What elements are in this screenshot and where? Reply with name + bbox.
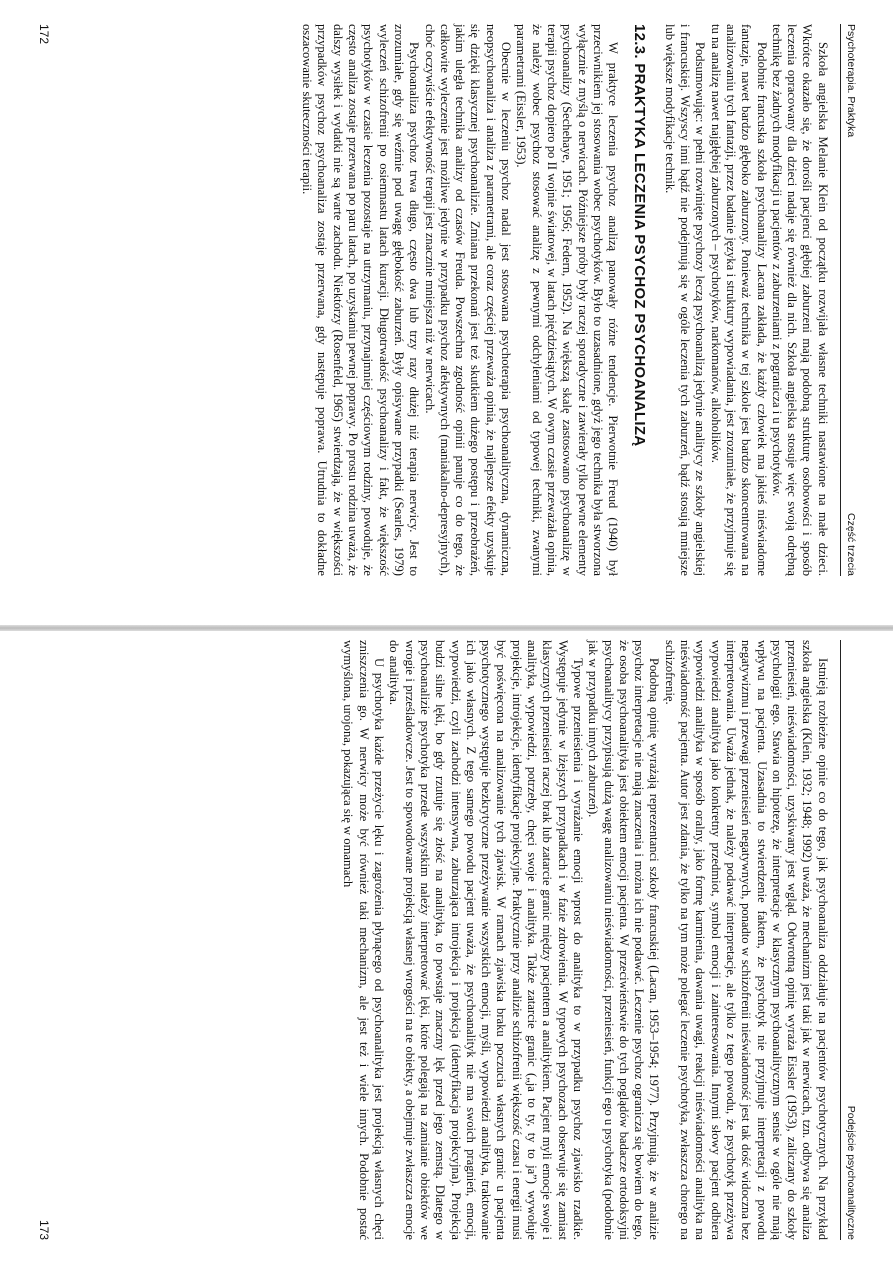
paragraph: Psychoanaliza psychoz trwa długo, często dwa lub trzy razy dłużej niż terapia nerwicy. Jest to zrozumiałe, gdy się weźmie pod uwagę głębokość zaburzeń. Były opisywane przypadki (Searles, 1979) wyleczeń schizofrenii po osiemnastu latach kuracji. Długotrwałość psychoanalizy i fakt, że większość psychotyków w czasie leczenia pozostaje na utrzymaniu, przynajmniej częściowym rodziny, powoduje, że często analiza zostaje przerwana po paru latach, po uzyskaniu pewnej poprawy. Po prostu rodzina uważa, że dalszy wysiłek i wydatki nie są warte zachodu. Niektórzy (Rosenfeld, 1965) stwierdzają, że w większości przypadków psychoz psychoanaliza zostaje przerwana, gdy następuje poprawa. Utrudnia to dokładne oszacowanie skuteczności terapii. <box>300 24 422 576</box>
paragraph: Typowe przeniesienia i wyrażanie emocji wprost do analityka to w przypadku psychoz zjawisko rzadkie. Występuje jedynie w lżejszych przypadkach i w fazie zdrowienia. W typowych psychozach obserwuje się zamiast klasycznych przeniesień raczej brak lub zatarcie granic między pacjentem a analitykiem. Pacjent myli emocje swoje i analityka, wypowiedzi, potrzeby, chęci swoje i analityka. Także zatarcie granic („ja to ty, ty to ja”) wywołuje projekcje, introjekcje, identyfikacje projekcyjne. Praktycznie przy analizie schizofrenii większość czasu i energii musi być poświęcona na analizowanie tych zjawisk. W ramach zjawiska braku poczucia własnych granic u pacjenta psychotycznego występuje bezkrytyczne przeżywanie wszystkich emocji, myśli, wypowiedzi analityka, traktowanie ich jako własnych. Z tego samego powodu pacjent uważa, że psychoanalityk nie ma swoich pragnień, emocji, wypowiedzi, czyli zachodzi intensywna, zaburzająca introjekcja i projekcja (identyfikacja projekcyjna). Projekcja budzi silne lęki, bo gdy rzutuje się złość na analityka, to powstaje znaczny lęk przed jego zemstą. Dlatego w psychoanalizie psychotyka przede wszystkim należy interpretować lęki, które polegają na zamianie obiektów we wrogie i prześladowcze. Jest to spowodowane projekcją własnej wrogości na te obiekty, a obejmuje zwłaszcza emocje do analityka. <box>387 640 585 1240</box>
paragraph: W praktyce leczenia psychoz analizą panowały różne tendencje. Pierwotnie Freud (1940) był przeciwnikiem jej stosowania wobec psychotyków. Było to uzasadnione, gdyż jego technika była stworzona wyłącznie z myślą o nerwicach. Późniejsze próby były raczej sporadyczne i zawierały tylko pewne elementy psychoanalizy (Sechehaye, 1951; 1956; Federn, 1952). Na większą skalę zastosowano psychoanalizę w terapii psychoz dopiero po II wojnie światowej, w latach pięćdziesiątych. W owym czasie przeważała opinia, że należy wobec psychoz stosować analizę z pewnymi odchyleniami od typowej techniki, zwanymi parametrami (Eissler, 1953). <box>514 24 621 576</box>
left-page <box>38 24 858 576</box>
paragraph: Podsumowując: w pełni rozwinięte psychozy leczą psychoanalizą jedynie analitycy ze szkoły angielskiej i francuskiej. Wszyscy inni bądź nie podejmują się w ogóle leczenia tych zaburzeń, bądź stosują mniejsze lub większe modyfikacje technik. <box>662 24 708 576</box>
section-title: 12.3. PRAKTYKA LECZENIA PSYCHOZ PSYCHOANALIZĄ <box>631 24 649 447</box>
running-head-right: Podejście psychoanalityczne <box>845 1105 857 1240</box>
paragraph: Podobną opinię wyrażają reprezentanci szkoły francuskiej (Lacan, 1953–1954; 1977). Przyjmują, że w analizie psychoz interpretacje nie mają znaczenia i można ich nie podawać. Leczenie psychoz ogranicza się bowiem do tego, że osoba psychoanalityka jest obiektem emocji pacjenta. W przeciwieństwie do tych poglądów badacze ortodoksyjni psychoanalitycy przypisują dużą wagę analizowaniu nieświadomości, przeniesień, funkcji ego u psychotyka (podobnie jak w przypadku innych zaburzeń). <box>586 640 662 1240</box>
right-page <box>38 640 858 1240</box>
running-head <box>840 24 858 576</box>
page-number: 172 <box>37 24 52 45</box>
paragraph: U psychotyka każde przeżycie lęku i zagrożenia płynącego od psychoanalityka jest projekcją własnych chęci zniszczenia go. W nerwicy może być również taki mechanizm, ale jest też i wiele innych. Podobnie postać wymyślona, urojona, pokazująca się w omamach <box>341 640 387 1240</box>
running-head <box>840 640 858 1240</box>
page-number: 173 <box>37 1219 52 1240</box>
page-gutter <box>0 625 893 631</box>
paragraph: Obecnie w leczeniu psychoz nadal jest stosowana psychoterapia psychoanalityczna, dynamiczna, neopsychoanaliza i analiza z parametrami, ale coraz częściej przeważa opinia, że najlepsze efekty uzyskuje się dzięki klasycznej psychoanalizie. Zmiana przekonań jest też skutkiem dużego postępu i przeobrażeń, jakim uległa technika analizy od czasów Freuda. Powszechna zgodność opinii panuje co do tego, że całkowite wyleczenie jest możliwe jedynie w przypadku psychoz afektywnych (maniakalno-depresyjnych), choć oczywiście efektywność terapii jest znacznie mniejsza niż w nerwicach. <box>422 24 514 576</box>
paragraph: Istnieją rozbieżne opinie co do tego, jak psychoanaliza oddziałuje na pacjentów psychotycznych. Na przykład szkoła angielska (Klein, 1932; 1948; 1992) uważa, że mechanizm jest taki jak w nerwicach, tzn. odbywa się analiza przeniesień, nieświadomości, uzyskiwany jest wgląd. Odwrotną opinię wyraża Eissler (1953), zaliczany do szkoły psychologii ego. Stawia on hipotezę, że interpretacje w klasycznym psychoanalitycznym sensie w ogóle nie mają wpływu na pacjenta. Uzasadnia to stwierdzenie faktem, że psychotyk nie przyjmuje interpretacji z powodu negatywizmu i przewagi przeniesień negatywnych, ponadto w schizofrenii nieświadomość jest tak dość widoczna bez interpretowania. Uważa jednak, że należy podawać interpretacje, ale tylko z tego powodu, że psychotyk przeżywa wypowiedzi analityka jako konkretny przedmiot, symbol emocji i zainteresowania. Innymi słowy pacjent odbiera wypowiedzi analityka w sposób oralny, jako formę karmienia, dawania uwagi, reakcji nieświadomości analityka na nieświadomość pacjenta. Autor jest zdania, że tylko na tym może polegać leczenie psychotyka, zwłaszcza chorego na schizofrenię. <box>662 640 830 1240</box>
running-head-left: Psychoterapia. Praktyka <box>845 24 857 138</box>
paragraph: Podobnie francuska szkoła psychoanalizy Lacana zakłada, że każdy człowiek ma jakieś nieświadome fantazje, nawet bardzo głęboko zaburzony. Ponieważ technika w tej szkole jest bardzo skoncentrowana na analizowaniu tych fantazji, przez badanie języka i struktury wypowiadania, jest zrozumiałe, że przyjmuje się tu na analizę nawet najgłębiej zaburzonych – psychotyków, narkomanów, alkoholików. <box>708 24 769 576</box>
paragraph: Szkoła angielska Melanie Klein od początku rozwijała własne techniki nastawione na małe dzieci. Wkrótce okazało się, że dorośli pacjenci głębiej zaburzeni mają podobną strukturę osobowości i sposób leczenia opracowany dla dzieci nadaje się również dla nich. Szkoła angielska stosuje więc swoją odrębną technikę bez żadnych modyfikacji u pacjentów z zaburzeniami z pogranicza i u psychotyków. <box>769 24 830 576</box>
running-head-right: Część trzecia <box>845 512 857 576</box>
